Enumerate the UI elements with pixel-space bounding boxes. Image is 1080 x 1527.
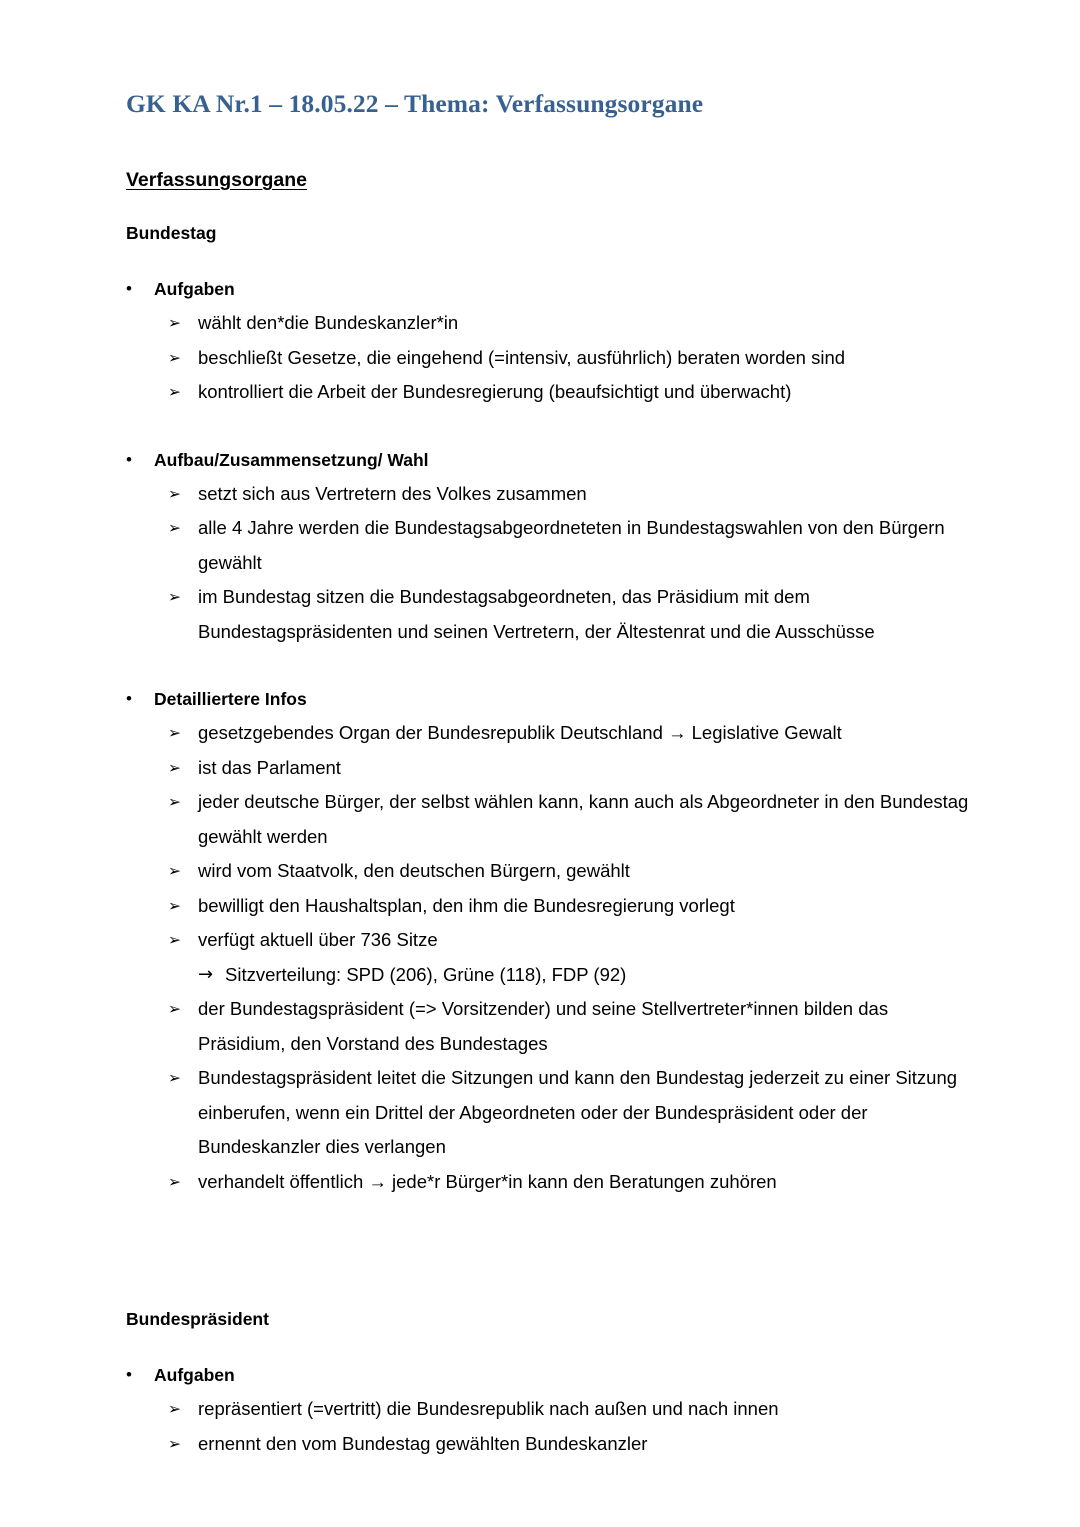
arrow-bullet-icon: ➢ [168,896,181,915]
organ-heading-bundespraesident: Bundespräsident [126,1309,269,1329]
list-item-level2 [168,1061,976,1165]
list-item-level1-label: Aufbau/Zusammensetzung/ Wahl [154,449,429,470]
spacer [96,1199,976,1306]
list-item-level2 [168,511,976,580]
section-heading-verfassungsorgane: Verfassungsorgane [126,169,307,191]
list-item-level2 [168,716,976,751]
list-item-level2-label: der Bundestagspräsident (=> Vorsitzender) und seine Stellvertreter*innen bilden das Präsidium, den Vorstand des Bundestages [198,998,889,1054]
list-item-level2 [168,751,976,786]
list-item-level2-label: repräsentiert (=vertritt) die Bundesrepublik nach außen und nach innen [198,1398,779,1419]
bullet-icon: • [126,449,132,469]
list-item-level2-label: verhandelt öffentlich → jede*r Bürger*in kann den Beratungen zuhören [198,1170,777,1192]
page-title: GK KA Nr.1 – 18.05.22 – Thema: Verfassungsorgane [126,89,704,118]
list-item-level1-label: Aufgaben [154,1365,235,1385]
list-item-level2-label: Bundestagspräsident leitet die Sitzungen und kann den Bundestag jederzeit zu einer Sitzung einberufen, wenn ein Drittel der Abgeordneten oder der Bundespräsident oder der Bundeskanzler dies verlangen [198,1067,958,1157]
list-item-level2-label: ernennt den vom Bundestag gewählten Bundeskanzler [198,1432,648,1454]
list-item-level2-label: ist das Parlament [198,756,341,778]
arrow-bullet-icon: ➢ [168,862,181,880]
arrow-bullet-icon: ➢ [168,314,181,332]
list-item-level2-label: kontrolliert die Arbeit der Bundesregierung (beaufsichtigt und überwacht) [198,381,792,402]
list-item-level2 [168,923,976,958]
list-item-level2-label: verfügt aktuell über 736 Sitze [198,929,438,950]
list-item-level2 [168,854,976,889]
spacer [96,649,976,682]
list-item-level2 [168,375,976,410]
list-item-level3 [198,958,976,993]
arrow-bullet-icon: ➢ [168,348,181,367]
list-item-level1 [126,443,976,477]
arrow-bullet-icon: ➢ [168,1400,181,1418]
arrow-bullet-icon: ➢ [168,588,181,606]
list-item-level2 [168,1165,976,1200]
list-item-level2 [168,306,976,341]
arrow-bullet-icon: ➢ [168,793,181,811]
spacer [96,194,976,220]
list-item-level2-label: gesetzgebendes Organ der Bundesrepublik Deutschland → Legislative Gewalt [198,722,842,743]
arrow-bullet-icon: ➢ [168,724,181,742]
arrow-bullet-icon: ➢ [168,1069,181,1087]
bullet-icon: • [126,279,132,298]
list-item-level1 [126,1358,976,1392]
arrow-bullet-icon: ➢ [168,758,181,777]
spacer [96,246,976,272]
list-item-level2 [168,992,976,1061]
arrow-bullet-icon: ➢ [168,519,181,537]
list-item-level2-label: alle 4 Jahre werden die Bundestagsabgeordneteten in Bundestagswahlen von den Bürgern gewählt [198,517,945,573]
list-item-level1 [126,682,976,716]
list-item-level2 [168,477,976,512]
arrow-bullet-icon: ➢ [168,484,181,503]
list-item-level2-label: wählt den*die Bundeskanzler*in [198,312,459,333]
list-item-level2 [168,1427,976,1462]
list-item-level1-label: Aufgaben [154,279,235,299]
list-item-level2 [168,341,976,376]
organ-heading-bundestag: Bundestag [126,223,217,243]
list-item-level2-label: jeder deutsche Bürger, der selbst wählen kann, kann auch als Abgeordneter in den Bundestag gewählt werden [198,791,969,847]
list-item-level3-label: Sitzverteilung: SPD (206), Grüne (118), FDP (92) [225,963,627,985]
list-item-level2 [168,580,976,649]
list-item-level1 [126,272,976,306]
arrow-bullet-icon: ➢ [168,1172,181,1191]
list-item-level2-label: bewilligt den Haushaltsplan, den ihm die Bundesregierung vorlegt [198,894,735,916]
list-item-level2 [168,1392,976,1427]
arrow-bullet-icon: ➢ [168,1000,181,1018]
arrow-bullet-icon: ➢ [168,931,181,949]
list-item-level2 [168,889,976,924]
arrow-bullet-icon: ➢ [168,1434,181,1453]
spacer [96,120,976,166]
arrow-right-icon: → [198,963,214,985]
list-item-level2-label: wird vom Staatvolk, den deutschen Bürgern, gewählt [198,860,630,881]
bullet-icon: • [126,689,132,708]
spacer [96,410,976,443]
list-item-level2 [168,785,976,854]
document-body [96,88,976,1461]
list-item-level2-label: beschließt Gesetze, die eingehend (=intensiv, ausführlich) beraten worden sind [198,346,846,368]
bullet-icon: • [126,1365,132,1384]
arrow-bullet-icon: ➢ [168,383,181,401]
spacer [96,1332,976,1358]
list-item-level2-label: setzt sich aus Vertretern des Volkes zusammen [198,482,587,504]
list-item-level2-label: im Bundestag sitzen die Bundestagsabgeordneten, das Präsidium mit dem Bundestagspräsidenten und seinen Vertretern, der Ältestenrat und die Ausschüsse [198,586,875,642]
list-item-level1-label: Detailliertere Infos [154,689,307,709]
